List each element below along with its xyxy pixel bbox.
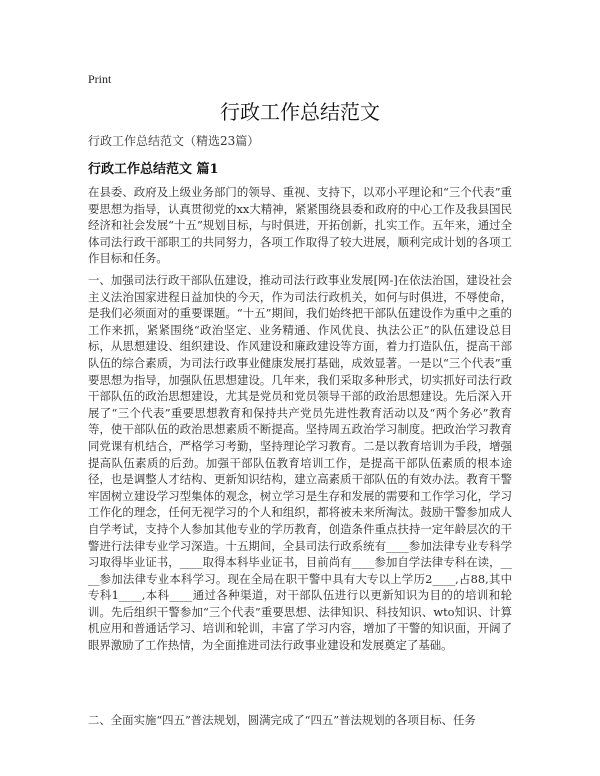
page-title: 行政工作总结范文 [220,100,380,124]
body-paragraph-legal-education: 二、全面实施“四五”普法规划，圆满完成了“四五”普法规划的各项目标、任务 [88,713,476,727]
section-heading: 行政工作总结范文 篇1 [88,162,219,177]
print-link[interactable]: Print [88,72,112,86]
body-paragraph-team-building: 一、加强司法行政干部队伍建设，推动司法行政事业发展[网-]在依法治国，建设社会主义法治国家进程日益加快的今天，作为司法行政机关，如何与时俱进，不辱使命，是我们必须面对的重要课题。“十五”期间，我们始终把干部队伍建设作为重中之重的工作来抓，紧紧围绕“政治坚定、业务精通、作风优良、执法公正”的队伍建设总目标，从思想建设、组织建设、作风建设和廉政建设等方面，着力打造队伍，提高干部队伍的综合素质，为司法行政事业健康发展打基础，成效显著。一是以“三个代表”重要思想为指导，加强队伍思想建设。几年来，我们采取多种形式，切实抓好司法行政干部队伍的政治思想建设，尤其是党员和党员领导干部的政治思想建设。先后深入开展了“三个代表”重要思想教育和保持共产党员先进性教育活动以及“两个务必”教育等，使干部队伍的政治思想素质不断提高。坚持周五政治学习制度。把政治学习教育同党课有机结合，严格学习考勤，坚持理论学习教育。二是以教育培训为手段，增强提高队伍素质的后劲。加强干部队伍教育培训工作，是提高干部队伍素质的根本途径，也是调整人才结构、更新知识结构，建立高素质干部队伍的有效办法。教育干警牢固树立建设学习型集体的观念，树立学习是生存和发展的需要和工作学习化，学习工作化的理念，任何无视学习的个人和组织，都将被未来所淘汰。鼓励干警参加成人自学考试，支持个人参加其他专业的学历教育，创造条件重点扶持一定年龄层次的干警进行法律专业学习深造。十五期间，全县司法行政系统有____参加法律专业专科学习取得毕业证书，____取得本科毕业证书，目前尚有____参加自学法律专科在读，____参加法律专业本科学习。现在全局在职干警中具有大专以上学历2____,占88,其中专科1____,本科____通过各种渠道，对干部队伍进行以更新知识为目的的培训和轮训。先后组织干警参加“三个代表”重要思想、法律知识、科技知识、wto知识、计算机应用和普通话学习、培训和轮训，丰富了学习内容，增加了干警的知识面，开阔了眼界激励了工作热情，为全面推进司法行政事业建设和发展奠定了基础。 [88,273,512,653]
body-paragraph-intro: 在县委、政府及上级业务部门的领导、重视、支持下，以邓小平理论和“三个代表”重要思想为指导，认真贯彻党的xx大精神，紧紧围绕县委和政府的中心工作及我县国民经济和社会发展“十五”规划目标，与时俱进，开拓创新，扎实工作。五年来，通过全体司法行政干部职工的共同努力，各项工作取得了较大进展，顺利完成计划的各项工作目标和任务。 [88,185,512,266]
document-subtitle: 行政工作总结范文（精选23篇） [88,134,260,148]
